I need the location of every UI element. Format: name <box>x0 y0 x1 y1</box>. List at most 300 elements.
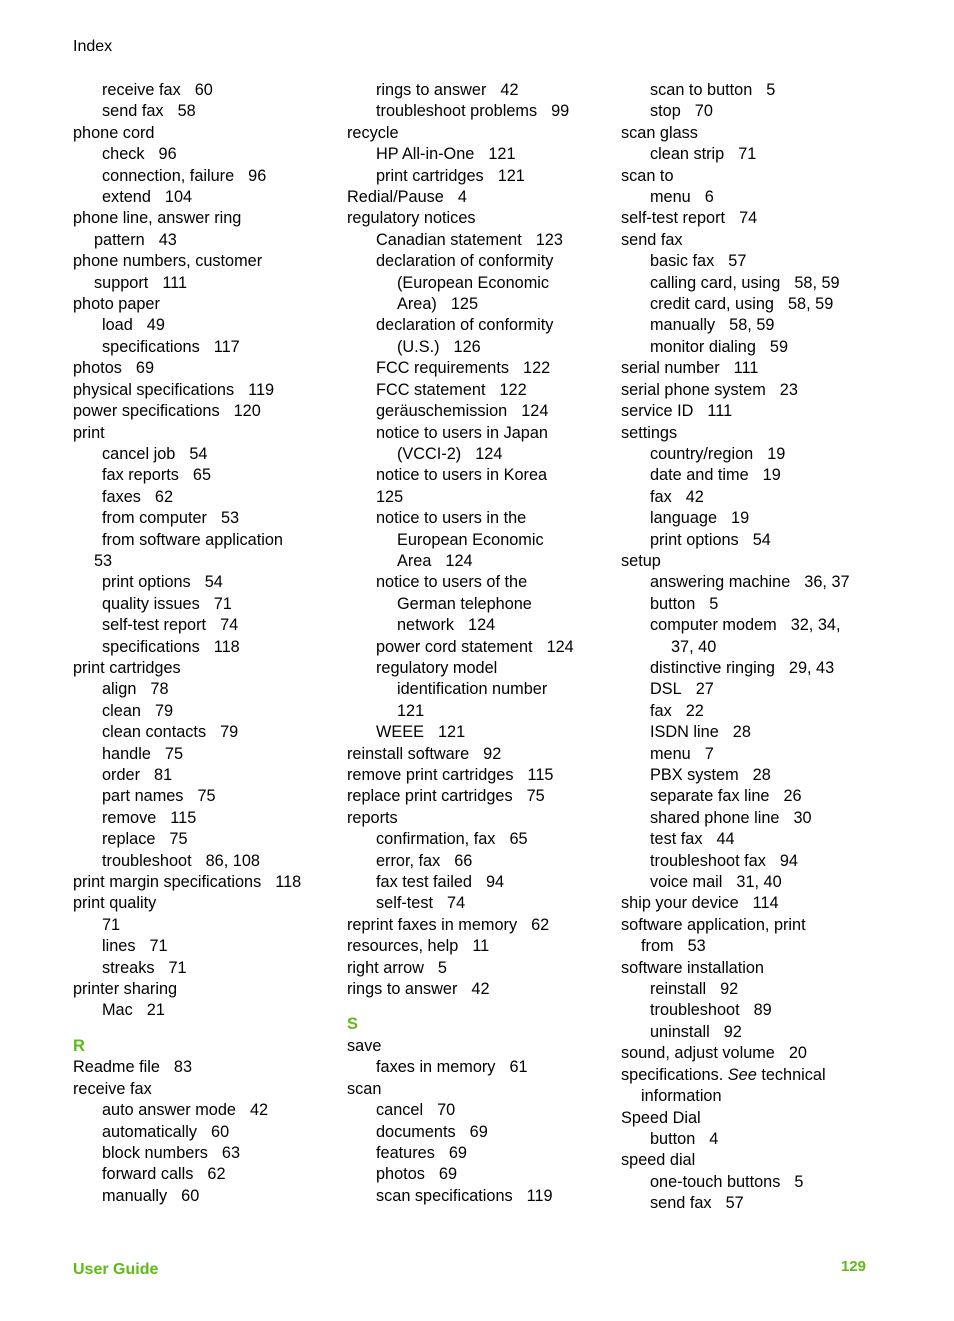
page-reference: 124 <box>475 444 503 463</box>
index-entry <box>621 851 891 872</box>
page-reference: 65 <box>192 466 212 485</box>
index-term: right arrow <box>347 958 424 977</box>
index-term: manually <box>102 1186 168 1205</box>
index-entry <box>347 530 617 551</box>
index-entry <box>73 979 343 1000</box>
index-entry <box>73 936 343 957</box>
page-reference: 53 <box>687 937 706 956</box>
index-term: replace print cartridges <box>347 787 513 806</box>
index-entry <box>347 358 617 379</box>
page-reference: 92 <box>723 1022 742 1041</box>
page-reference: 21 <box>146 1001 165 1020</box>
index-entry <box>621 572 891 593</box>
index-term: PBX system <box>650 766 739 784</box>
index-entry <box>621 337 891 358</box>
index-term: FCC requirements <box>376 359 510 378</box>
page-reference: 58, 59 <box>794 273 840 292</box>
page-reference: 74 <box>220 616 239 635</box>
index-term: scan to <box>621 166 674 185</box>
index-entry <box>73 851 343 872</box>
page-reference: 70 <box>437 1101 456 1120</box>
index-term: phone numbers, customer <box>73 252 263 271</box>
index-term: photos <box>73 359 122 378</box>
index-entry <box>621 444 891 465</box>
page-reference: 57 <box>725 1194 744 1213</box>
page-reference: 125 <box>450 295 478 314</box>
index-column-1 <box>73 80 343 1207</box>
page-reference: 58, 59 <box>729 316 775 335</box>
index-term: rings to answer <box>376 81 487 99</box>
index-entry <box>73 1000 343 1021</box>
index-entry <box>347 786 617 807</box>
index-entry <box>73 786 343 807</box>
page-reference: 5 <box>709 594 719 613</box>
footer-page-number: 129 <box>840 1258 866 1275</box>
index-term: voice mail <box>650 873 723 892</box>
index-term: pattern <box>94 230 145 249</box>
index-term: from software application <box>102 530 283 549</box>
index-term: setup <box>621 551 661 570</box>
page-reference: 32, 34, <box>790 616 841 635</box>
index-term: notice to users in Korea <box>376 466 548 485</box>
index-column-3 <box>621 80 891 1215</box>
index-term: answering machine <box>650 573 791 592</box>
index-term: scan specifications <box>376 1186 513 1205</box>
index-entry <box>621 679 891 700</box>
index-entry <box>73 615 343 636</box>
page-reference: 22 <box>685 701 704 720</box>
index-entry <box>347 273 617 294</box>
index-term: settings <box>621 423 678 442</box>
page-reference: 96 <box>158 145 177 164</box>
index-entry <box>73 808 343 829</box>
index-term: self-test <box>376 894 434 913</box>
index-term: button <box>650 1129 696 1148</box>
page-reference: 71 <box>149 937 168 956</box>
page-reference: 123 <box>535 230 563 249</box>
page-reference: 111 <box>733 359 759 378</box>
index-term: computer modem <box>650 616 777 635</box>
index-entry <box>621 765 891 786</box>
index-entry <box>73 251 343 272</box>
index-term: resources, help <box>347 937 459 956</box>
index-term: (European Economic <box>397 273 550 292</box>
index-entry <box>347 979 617 1000</box>
index-term: print options <box>650 530 739 549</box>
index-term: reinstall <box>650 980 707 999</box>
index-term: Canadian statement <box>376 230 522 249</box>
index-entry <box>621 230 891 251</box>
page-reference: 58 <box>177 102 196 121</box>
index-entry <box>621 380 891 401</box>
index-entry <box>73 123 343 144</box>
index-term: scan glass <box>621 123 698 142</box>
index-entry <box>347 166 617 187</box>
index-entry <box>73 744 343 765</box>
index-term: German telephone <box>397 594 532 613</box>
index-term: HP All-in-One <box>376 145 475 164</box>
page-reference: 62 <box>531 915 550 934</box>
page-reference: 74 <box>739 209 758 228</box>
index-term: date and time <box>650 466 749 485</box>
index-column-2 <box>347 80 617 1207</box>
page-reference: 58, 59 <box>787 295 834 314</box>
index-term: service ID <box>621 402 694 421</box>
index-term: credit card, using <box>650 295 774 314</box>
page-reference: 69 <box>135 359 155 378</box>
index-entry <box>621 294 891 315</box>
page-reference: 104 <box>164 188 193 207</box>
index-entry <box>621 144 891 165</box>
page-reference: 75 <box>526 787 545 806</box>
index-term: test fax <box>650 830 703 849</box>
index-term: troubleshoot fax <box>650 851 766 870</box>
index-entry <box>621 637 891 658</box>
index-entry <box>73 423 343 444</box>
page-reference: 19 <box>767 444 786 463</box>
index-term: photos <box>376 1165 425 1184</box>
index-term: sound, adjust volume <box>621 1044 775 1063</box>
index-term: order <box>102 766 141 784</box>
index-entry <box>347 722 617 743</box>
index-term: load <box>102 316 133 335</box>
index-term: serial number <box>621 359 720 378</box>
page-reference: 83 <box>173 1058 193 1077</box>
index-term: send fax <box>621 230 683 249</box>
index-term: part names <box>102 787 184 806</box>
page-reference: 62 <box>154 487 174 506</box>
page-reference: 81 <box>154 766 173 784</box>
index-entry <box>73 508 343 529</box>
index-term: FCC statement <box>376 380 486 399</box>
index-term: quality issues <box>102 594 200 613</box>
index-entry <box>347 1164 617 1185</box>
page-reference: 42 <box>685 487 704 506</box>
index-term: remove <box>102 808 157 827</box>
index-term: phone cord <box>73 123 155 142</box>
index-term: scan <box>347 1079 382 1098</box>
index-entry <box>347 1079 617 1100</box>
footer-guide-title: User Guide <box>73 1261 159 1278</box>
page-reference: 57 <box>728 252 747 271</box>
index-term: power cord statement <box>376 637 533 656</box>
page-reference: 49 <box>146 316 165 335</box>
index-entry <box>347 851 617 872</box>
index-term: Readme file <box>73 1058 160 1077</box>
index-entry <box>73 166 343 187</box>
index-term: faxes <box>102 487 141 506</box>
index-term: faxes in memory <box>376 1058 496 1077</box>
index-entry <box>347 80 617 101</box>
section-letter: S <box>347 1015 359 1034</box>
index-term: ship your device <box>621 894 739 913</box>
index-term: specifications <box>102 637 200 656</box>
index-term: button <box>650 594 696 613</box>
index-entry <box>621 893 891 914</box>
index-entry <box>347 1186 617 1207</box>
index-term: cancel job <box>102 444 176 463</box>
index-term: send fax <box>650 1194 712 1213</box>
page-reference: 60 <box>181 1186 200 1205</box>
index-term: notice to users in the <box>376 509 527 528</box>
index-entry <box>73 1122 343 1143</box>
index-term: support <box>94 273 149 292</box>
index-entry <box>347 315 617 336</box>
index-term: declaration of conformity <box>376 316 554 335</box>
index-entry <box>73 187 343 208</box>
page-reference: 19 <box>762 466 781 485</box>
index-term: receive fax <box>102 81 181 99</box>
page-reference: 124 <box>468 616 496 635</box>
page-reference: 79 <box>220 723 239 742</box>
index-term: error, fax <box>376 851 441 870</box>
index-entry <box>73 637 343 658</box>
index-entry <box>73 444 343 465</box>
index-term: forward calls <box>102 1165 194 1184</box>
index-term: reprint faxes in memory <box>347 915 518 934</box>
page-reference: 29, 43 <box>788 658 835 677</box>
index-entry <box>621 786 891 807</box>
page-reference: 27 <box>695 680 714 699</box>
index-entry <box>621 508 891 529</box>
index-entry <box>347 551 617 572</box>
index-term: distinctive ringing <box>650 658 775 677</box>
index-term: shared phone line <box>650 808 780 827</box>
index-entry <box>621 829 891 850</box>
index-term: physical specifications <box>73 380 235 399</box>
index-entry <box>621 487 891 508</box>
index-term: identification number <box>397 680 548 699</box>
index-entry <box>347 1100 617 1121</box>
page-reference: 30 <box>793 808 812 827</box>
index-entry <box>73 1057 343 1078</box>
index-term: printer sharing <box>73 980 178 999</box>
page-reference: 4 <box>709 1129 719 1148</box>
page-reference: 70 <box>694 102 713 121</box>
index-entry <box>347 187 617 208</box>
index-term: automatically <box>102 1122 198 1141</box>
page-reference: 78 <box>150 680 169 699</box>
index-term: notice to users in Japan <box>376 423 548 442</box>
index-entry <box>621 1065 891 1086</box>
page-reference: 28 <box>752 766 771 784</box>
index-entry <box>73 829 343 850</box>
page-reference: 114 <box>752 894 779 913</box>
index-entry <box>621 1108 891 1129</box>
page-reference: 117 <box>213 337 240 356</box>
see-target: technical <box>761 1065 826 1084</box>
index-term: fax <box>650 701 672 720</box>
index-term: scan to button <box>650 81 753 99</box>
index-entry <box>73 1164 343 1185</box>
index-term: regulatory notices <box>347 209 476 228</box>
page-reference: 119 <box>248 380 275 399</box>
page-reference: 53 <box>220 509 240 528</box>
index-entry <box>73 337 343 358</box>
index-term: auto answer mode <box>102 1101 236 1120</box>
index-entry <box>347 251 617 272</box>
index-term: troubleshoot problems <box>376 102 538 121</box>
index-entry <box>73 551 343 572</box>
index-entry <box>347 765 617 786</box>
page-reference: 120 <box>233 402 261 421</box>
page-reference: 42 <box>249 1101 269 1120</box>
page-reference: 44 <box>716 830 735 849</box>
page-reference: 42 <box>500 81 519 99</box>
page-reference: 59 <box>769 337 789 356</box>
index-term: one-touch buttons <box>650 1172 781 1191</box>
index-entry <box>347 958 617 979</box>
index-term: separate fax line <box>650 787 770 806</box>
page-reference: 122 <box>499 380 527 399</box>
index-entry <box>621 80 891 101</box>
index-term: specifications. <box>621 1065 724 1084</box>
index-entry <box>73 530 343 551</box>
index-term: self-test report <box>102 616 207 635</box>
page-reference: 75 <box>164 744 184 763</box>
page-reference: 53 <box>94 551 113 570</box>
page-reference: 124 <box>445 551 473 570</box>
index-entry <box>621 315 891 336</box>
index-entry <box>347 101 617 122</box>
index-entry <box>621 251 891 272</box>
index-entry <box>73 465 343 486</box>
page-reference: 111 <box>162 273 188 292</box>
index-entry <box>347 465 617 486</box>
index-term: ISDN line <box>650 723 719 742</box>
index-entry <box>347 701 617 722</box>
index-entry <box>347 893 617 914</box>
index-term: streaks <box>102 958 155 977</box>
page-reference: 92 <box>483 744 502 763</box>
index-term: Speed Dial <box>621 1108 701 1127</box>
page-reference: 121 <box>488 145 516 164</box>
index-term: European Economic <box>397 530 544 549</box>
index-term: 37, 40 <box>671 637 717 656</box>
page-reference: 71 <box>738 145 757 164</box>
page-reference: 23 <box>779 380 798 399</box>
index-entry <box>347 294 617 315</box>
page-reference: 118 <box>275 873 302 892</box>
index-entry <box>73 358 343 379</box>
index-term: (U.S.) <box>397 337 440 356</box>
index-entry <box>73 893 343 914</box>
index-entry <box>621 465 891 486</box>
index-term: specifications <box>102 337 200 356</box>
index-entry <box>347 123 617 144</box>
page-reference: 65 <box>509 830 528 849</box>
page-reference: 92 <box>720 980 739 999</box>
index-entry <box>73 658 343 679</box>
index-entry <box>73 1186 343 1207</box>
index-entry <box>347 1036 617 1057</box>
index-entry <box>73 401 343 422</box>
index-term: from computer <box>102 509 207 528</box>
index-entry <box>621 1022 891 1043</box>
index-entry <box>73 273 343 294</box>
index-entry <box>347 337 617 358</box>
page-reference: 121 <box>437 723 466 742</box>
index-entry <box>73 380 343 401</box>
index-term: language <box>650 509 718 528</box>
index-term: power specifications <box>73 402 220 421</box>
index-entry <box>347 144 617 165</box>
index-term: reports <box>347 808 398 827</box>
page-reference: 54 <box>752 530 771 549</box>
page-reference: 94 <box>779 851 798 870</box>
index-entry <box>347 615 617 636</box>
page-reference: 66 <box>454 851 473 870</box>
index-term: declaration of conformity <box>376 252 554 271</box>
index-term: confirmation, fax <box>376 830 496 849</box>
index-entry <box>347 1143 617 1164</box>
index-entry <box>347 744 617 765</box>
index-term: print margin specifications <box>73 873 262 892</box>
index-entry <box>347 829 617 850</box>
index-entry <box>347 230 617 251</box>
page-reference: 124 <box>546 637 574 656</box>
page-reference: 111 <box>707 402 733 421</box>
index-entry <box>621 979 891 1000</box>
index-entry <box>621 358 891 379</box>
index-term: recycle <box>347 123 399 142</box>
index-entry <box>621 401 891 422</box>
index-entry <box>621 594 891 615</box>
index-entry <box>347 637 617 658</box>
section-letter: R <box>73 1036 85 1055</box>
index-term: clean <box>102 701 141 720</box>
index-entry <box>347 423 617 444</box>
index-term: receive fax <box>73 1079 152 1098</box>
index-entry <box>621 208 891 229</box>
index-term: DSL <box>650 680 682 699</box>
index-entry <box>621 530 891 551</box>
running-head: Index <box>73 38 113 55</box>
index-entry <box>347 444 617 465</box>
index-term: connection, failure <box>102 166 235 185</box>
index-term: send fax <box>102 102 164 121</box>
index-term: 121 <box>397 701 425 720</box>
index-term: align <box>102 680 137 699</box>
page-reference: 62 <box>207 1165 226 1184</box>
index-entry <box>73 230 343 251</box>
page-reference: 99 <box>551 102 570 121</box>
page-reference: 74 <box>447 894 466 913</box>
page-reference: 5 <box>766 81 776 99</box>
see-reference: See <box>727 1065 757 1084</box>
index-entry <box>621 1086 891 1107</box>
index-entry <box>621 744 891 765</box>
page-reference: 71 <box>168 958 187 977</box>
index-term: Area <box>397 551 432 570</box>
index-entry <box>73 294 343 315</box>
page-reference: 43 <box>158 230 177 249</box>
index-term: remove print cartridges <box>347 766 514 784</box>
index-entry <box>347 487 617 508</box>
index-entry <box>347 401 617 422</box>
index-term: 125 <box>376 487 404 506</box>
page-reference: 75 <box>169 830 188 849</box>
index-entry <box>73 701 343 722</box>
page-reference: 118 <box>213 637 240 656</box>
page-reference: 69 <box>438 1165 458 1184</box>
index-term: cancel <box>376 1101 424 1120</box>
index-term: from <box>641 937 674 956</box>
index-entry <box>73 208 343 229</box>
index-term: print quality <box>73 894 157 913</box>
page-reference: 115 <box>527 766 554 784</box>
page-reference: 122 <box>523 359 551 378</box>
